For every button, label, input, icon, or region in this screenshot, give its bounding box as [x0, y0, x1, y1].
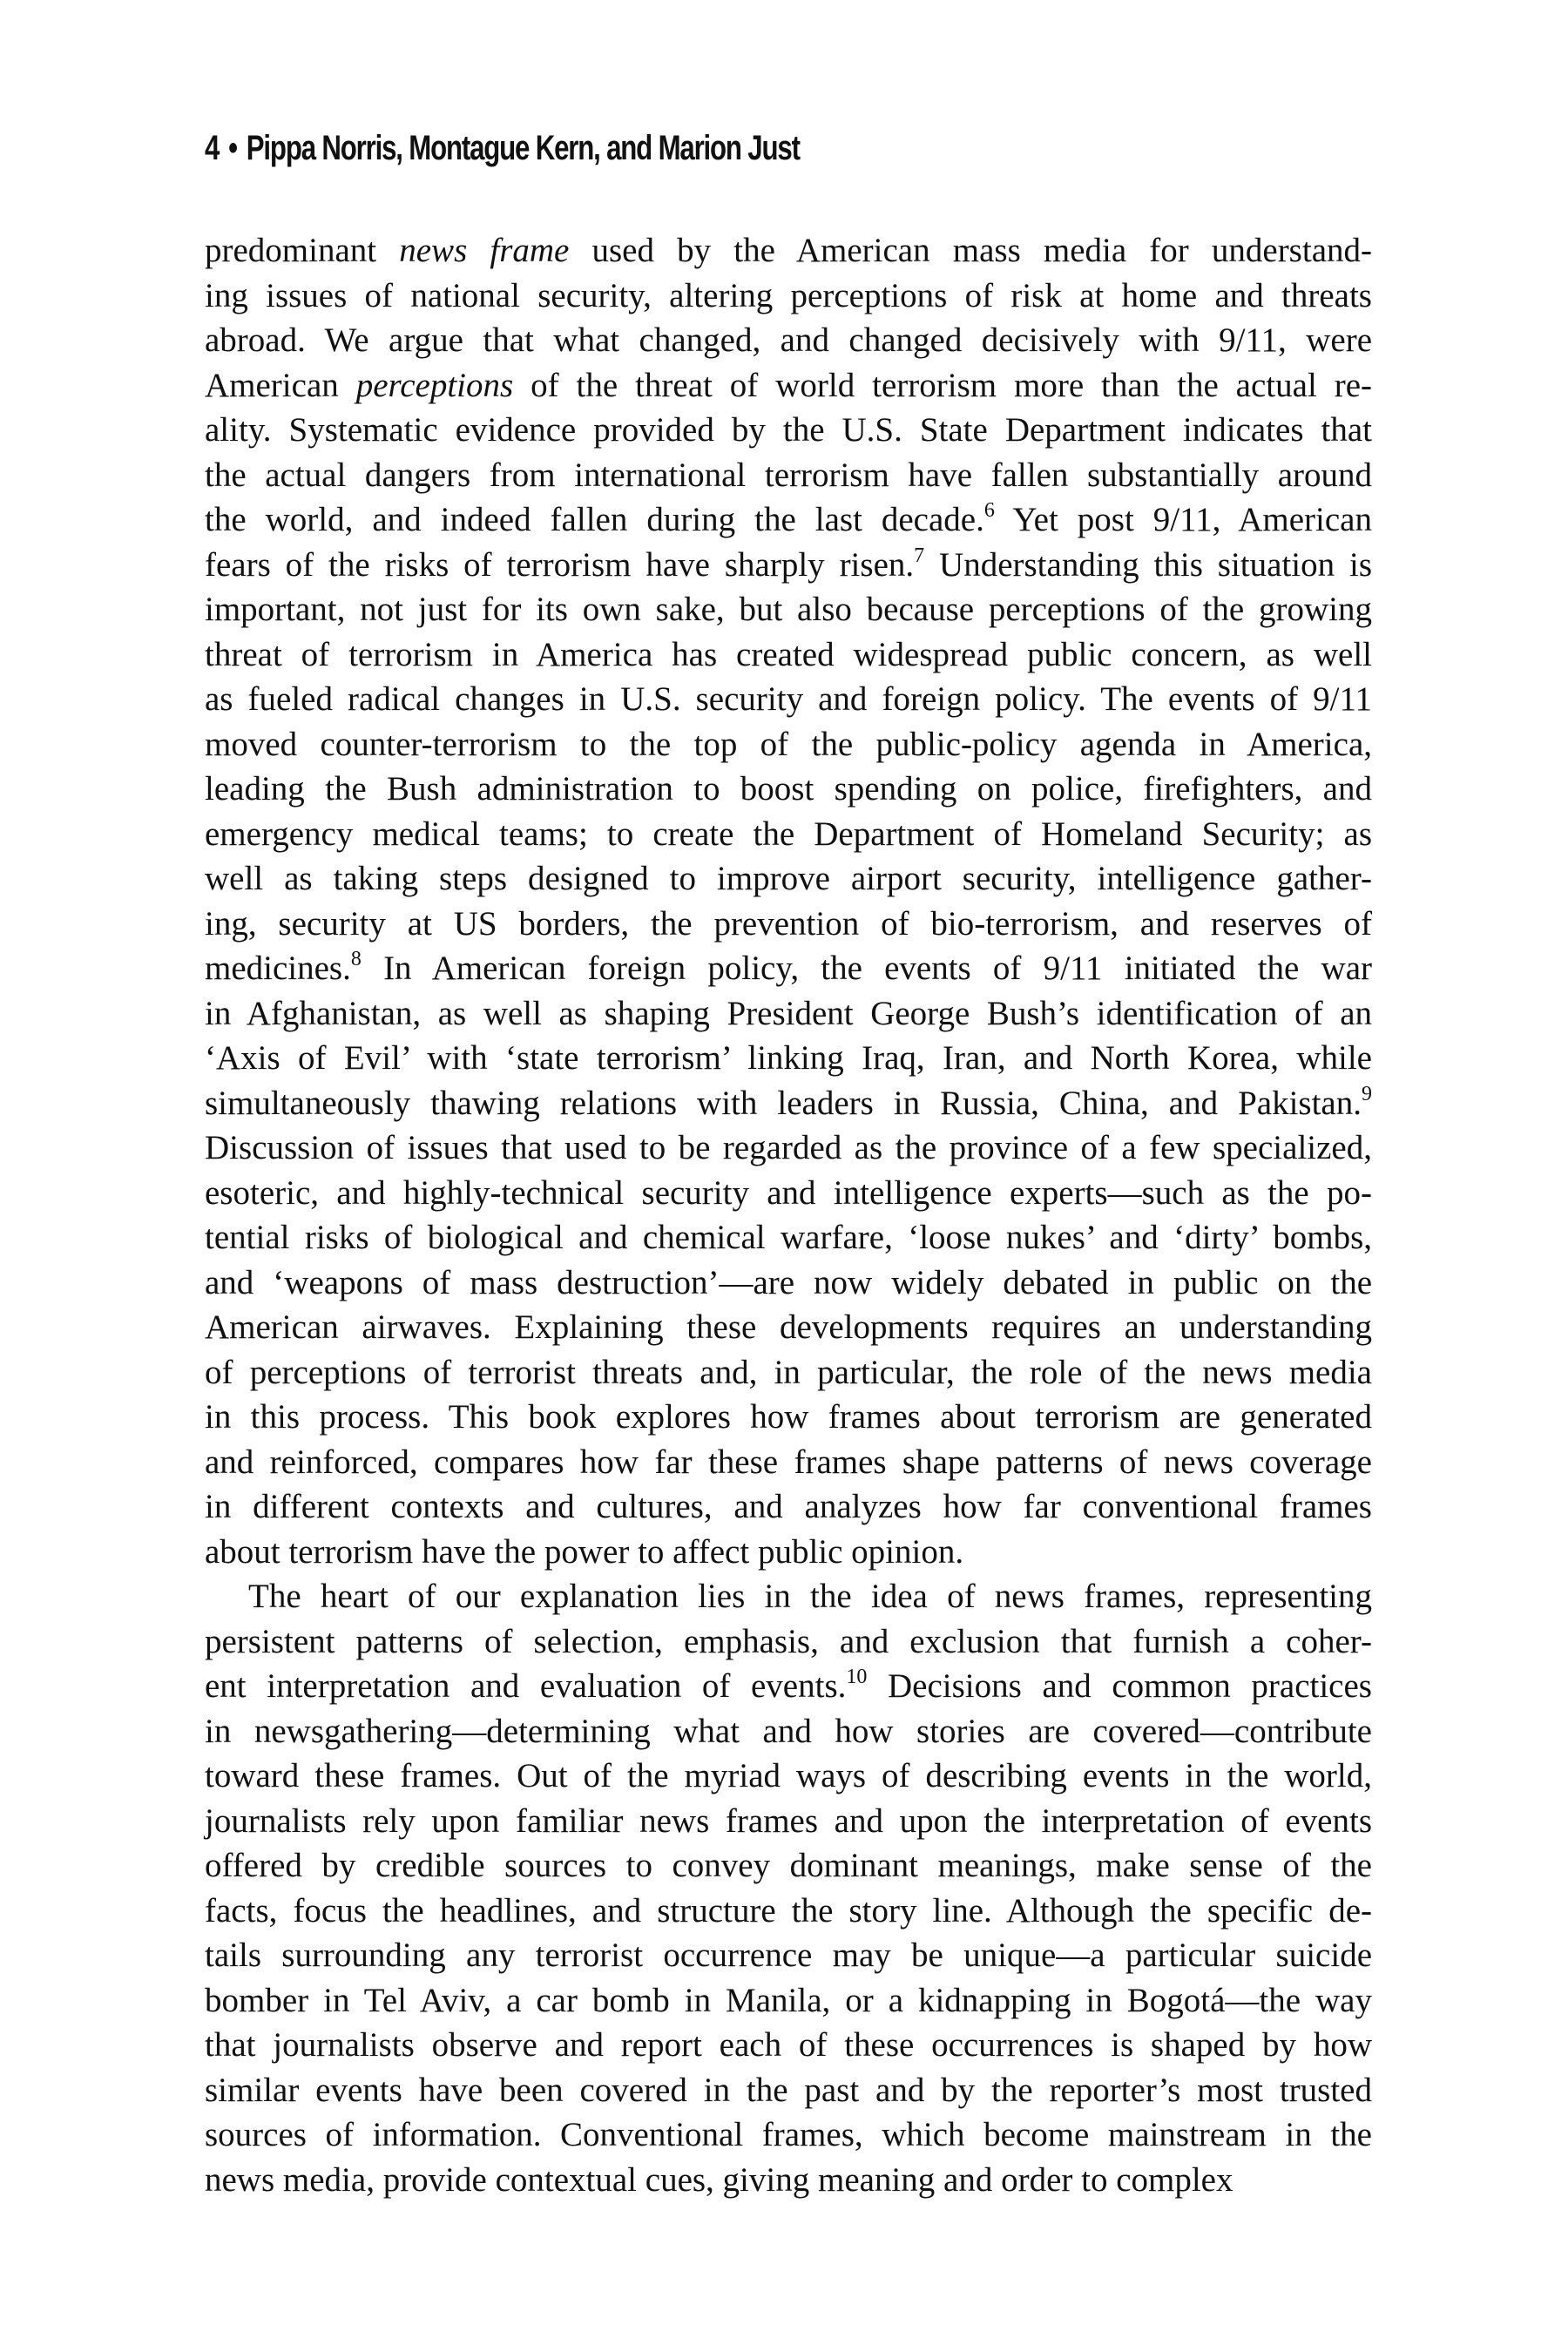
text-run: in newsgathering—determining what and how stories are covered—contribute [205, 1712, 1372, 1750]
text-run: about terrorism have the power to affect public opinion. [205, 1532, 964, 1571]
text-line [205, 632, 1372, 678]
text-line [205, 1574, 1372, 1619]
text-run: as fueled radical changes in U.S. security and foreign policy. The events of 9/11 [205, 680, 1372, 718]
text-run: abroad. We argue that what changed, and changed decisively with 9/11, were [205, 321, 1372, 359]
footnote-ref: 6 [983, 499, 995, 522]
text-line [205, 318, 1372, 363]
text-run: ‘Axis of Evil’ with ‘state terrorism’ linking Iraq, Iran, and North Korea, while [205, 1039, 1372, 1077]
text-run: news media, provide contextual cues, giving meaning and order to complex [205, 2160, 1233, 2199]
running-head [205, 129, 800, 168]
text-run: the world, and indeed fallen during the last decade. [205, 501, 984, 538]
text-run: offered by credible sources to convey dominant meanings, make sense of the [205, 1847, 1372, 1884]
text-run: facts, focus the headlines, and structure the story line. Although the specific de- [205, 1891, 1372, 1930]
text-line [205, 1036, 1372, 1081]
paragraph [205, 228, 1372, 1574]
author-names: Pippa Norris, Montague Kern, and Marion Just [246, 129, 800, 167]
italic-term: news frame [399, 232, 570, 269]
text-line [205, 1709, 1372, 1754]
text-line [205, 1889, 1372, 1934]
text-run: leading the Bush administration to boost spending on police, firefighters, and [205, 770, 1372, 808]
text-run: persistent patterns of selection, emphasis, and exclusion that furnish a coher- [205, 1622, 1372, 1660]
text-line [205, 856, 1372, 902]
text-run: of perceptions of terrorist threats and, in particular, the role of the news media [205, 1353, 1372, 1391]
text-line [205, 1843, 1372, 1889]
text-run: tails surrounding any terrorist occurrence may be unique—a particular suicide [205, 1936, 1372, 1974]
text-run: esoteric, and highly-technical security and intelligence experts—such as the po- [205, 1173, 1372, 1212]
text-run: predominant [205, 232, 400, 269]
text-line [205, 1619, 1372, 1665]
text-run: bomber in Tel Aviv, a car bomb in Manila, or a kidnapping in Bogotá—the way [205, 1981, 1372, 2019]
text-run: similar events have been covered in the past and by the reporter’s most trusted [205, 2071, 1372, 2109]
text-line [205, 587, 1372, 632]
text-line [205, 1440, 1372, 1485]
text-line [205, 1260, 1372, 1306]
text-line [205, 1754, 1372, 1799]
text-line [205, 1171, 1372, 1216]
text-line [205, 1215, 1372, 1260]
text-line [205, 1305, 1372, 1350]
text-line [205, 1933, 1372, 1978]
text-line [205, 1664, 1372, 1709]
text-run: American [205, 366, 356, 404]
text-line [205, 1978, 1372, 2024]
text-run: ing, security at US borders, the prevention of bio-terrorism, and reserves of [205, 904, 1372, 943]
text-line [205, 453, 1372, 498]
text-run: Understanding this situation is [924, 545, 1373, 584]
text-run: and ‘weapons of mass destruction’—are now widely debated in public on the [205, 1263, 1372, 1301]
text-run: toward these frames. Out of the myriad ways of describing events in the world, [205, 1757, 1372, 1794]
text-line [205, 2068, 1372, 2113]
text-line [205, 1125, 1372, 1171]
text-run: ing issues of national security, altering perceptions of risk at home and threats [205, 276, 1372, 314]
text-line [205, 2112, 1372, 2158]
text-run: Decisions and common practices [867, 1667, 1372, 1705]
text-run: medicines. [205, 950, 351, 987]
footnote-ref: 10 [846, 1666, 868, 1688]
text-run: journalists rely upon familiar news frames and upon the interpretation of events [205, 1801, 1372, 1840]
text-run: Yet post 9/11, American [994, 501, 1372, 538]
text-line [205, 274, 1372, 319]
text-line [205, 946, 1372, 991]
footnote-ref: 9 [1362, 1082, 1372, 1105]
italic-term: perceptions [355, 366, 514, 404]
text-line [205, 497, 1372, 543]
text-line [205, 812, 1372, 857]
text-run: in different contexts and cultures, and analyzes how far conventional frames [205, 1488, 1372, 1525]
text-run: the actual dangers from international terrorism have fallen substantially around [205, 456, 1372, 494]
paragraph [205, 1574, 1372, 2202]
text-run: threat of terrorism in America has created widespread public concern, as well [205, 635, 1372, 673]
text-run: used by the American mass media for understand- [569, 232, 1372, 269]
body-text [205, 228, 1372, 2202]
text-line [205, 2158, 1372, 2203]
text-line [205, 1484, 1372, 1530]
text-line [205, 767, 1372, 812]
text-run: important, not just for its own sake, but also because perceptions of the growing [205, 591, 1372, 628]
text-run: of the threat of world terrorism more than the actual re- [513, 366, 1372, 404]
text-line [205, 722, 1372, 767]
text-line [205, 991, 1372, 1037]
text-run: American airwaves. Explaining these developments requires an understanding [205, 1308, 1372, 1346]
text-line [205, 2023, 1372, 2068]
text-run: The heart of our explanation lies in the idea of news frames, representing [248, 1578, 1372, 1615]
text-run: well as taking steps designed to improve airport security, intelligence gather- [205, 860, 1372, 897]
text-line [205, 1350, 1372, 1396]
text-run: ality. Systematic evidence provided by the U.S. State Department indicates that [205, 411, 1372, 449]
page-number: 4 [205, 129, 220, 167]
text-run: simultaneously thawing relations with leaders in Russia, China, and Pakistan. [205, 1084, 1362, 1122]
text-line [205, 228, 1372, 274]
text-run: In American foreign policy, the events of 9/11 initiated the war [361, 950, 1372, 987]
text-line [205, 902, 1372, 947]
text-line [205, 1530, 1372, 1575]
text-run: in this process. This book explores how frames about terrorism are generated [205, 1398, 1372, 1436]
footnote-ref: 8 [350, 948, 362, 970]
text-run: ent interpretation and evaluation of events. [205, 1667, 847, 1705]
text-run: Discussion of issues that used to be regarded as the province of a few specialized, [205, 1129, 1372, 1166]
text-line [205, 1081, 1372, 1126]
text-line [205, 1395, 1372, 1440]
bullet-separator: • [228, 129, 237, 167]
text-line [205, 543, 1372, 588]
text-run: emergency medical teams; to create the Department of Homeland Security; as [205, 814, 1372, 853]
text-line [205, 363, 1372, 409]
text-run: that journalists observe and report each of these occurrences is shaped by how [205, 2026, 1372, 2064]
text-run: and reinforced, compares how far these frames shape patterns of news coverage [205, 1443, 1372, 1481]
footnote-ref: 7 [914, 544, 925, 567]
text-line [205, 677, 1372, 722]
text-run: sources of information. Conventional frames, which become mainstream in the [205, 2116, 1372, 2153]
text-line [205, 408, 1372, 453]
text-run: in Afghanistan, as well as shaping President George Bush’s identification of an [205, 994, 1372, 1032]
text-run: moved counter-terrorism to the top of the public-policy agenda in America, [205, 725, 1372, 763]
text-run: fears of the risks of terrorism have sharply risen. [205, 545, 915, 584]
text-run: tential risks of biological and chemical warfare, ‘loose nukes’ and ‘dirty’ bombs, [205, 1219, 1372, 1256]
text-line [205, 1799, 1372, 1844]
